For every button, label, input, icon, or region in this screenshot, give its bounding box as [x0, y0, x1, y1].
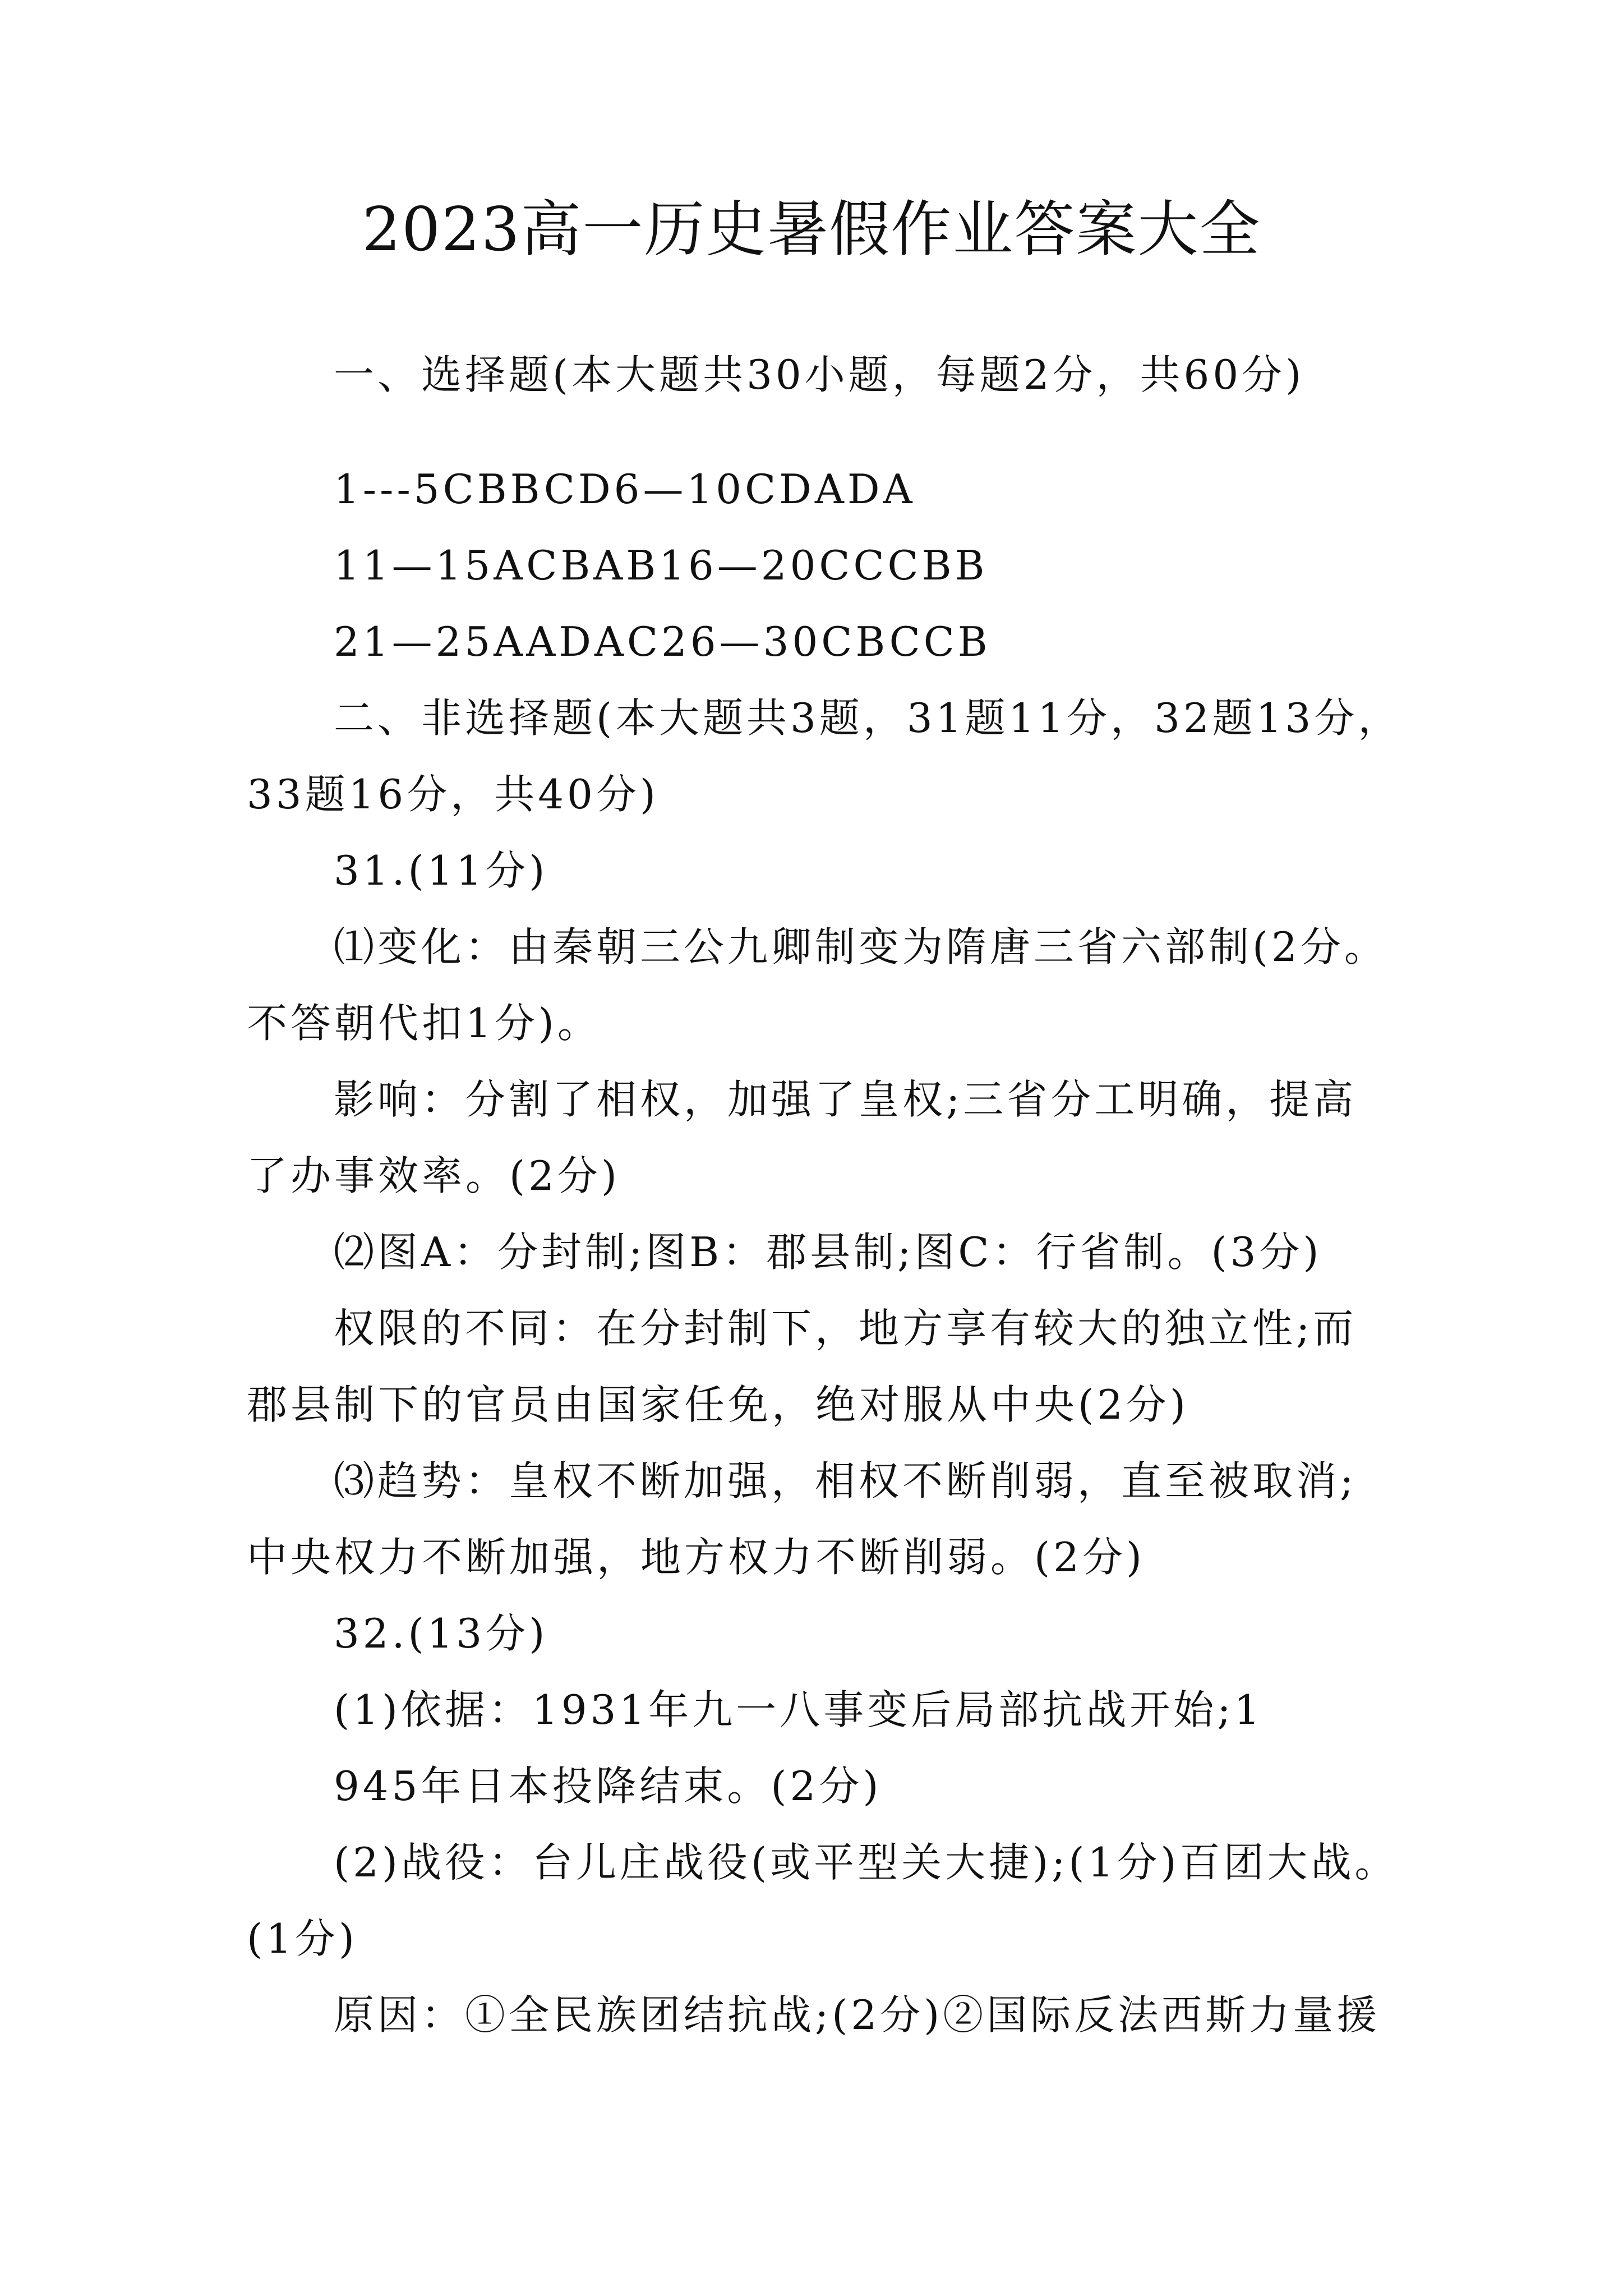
q31-part2-authority: 权限的不同：在分封制下，地方享有较大的独立性;而 — [334, 1305, 1357, 1352]
q31-part1-impact: 影响：分割了相权，加强了皇权;三省分工明确，提高 — [334, 1076, 1357, 1123]
q31-part1-impact-cont: 了办事效率。(2分) — [247, 1152, 620, 1199]
q31-part1-change: ⑴变化：由秦朝三公九卿制变为隋唐三省六部制(2分。 — [334, 923, 1388, 970]
q31-part3-trend-cont: 中央权力不断加强，地方权力不断削弱。(2分) — [247, 1534, 1145, 1581]
q32-part1-basis: (1)依据：1931年九一八事变后局部抗战开始;1 — [334, 1686, 1264, 1733]
document-title: 2023高一历史暑假作业答案大全 — [362, 195, 1261, 265]
q32-reasons: 原因：①全民族团结抗战;(2分)②国际反法西斯力量援 — [334, 1991, 1381, 2039]
q32-part2-battles-cont: (1分) — [247, 1915, 358, 1962]
q31-part1-change-cont: 不答朝代扣1分)。 — [247, 1000, 601, 1047]
q31-part2-figures: ⑵图A：分封制;图B：郡县制;图C：行省制。(3分) — [334, 1228, 1322, 1276]
q31-part2-authority-cont: 郡县制下的官员由国家任免，绝对服从中央(2分) — [247, 1381, 1189, 1428]
q32-part2-battles: (2)战役：台儿庄战役(或平型关大捷);(1分)百团大战。 — [334, 1839, 1399, 1886]
section-two-heading: 二、非选择题(本大题共3题，31题11分，32题13分， — [334, 694, 1402, 742]
question-31-heading: 31.(11分) — [334, 847, 548, 894]
q31-part3-trend: ⑶趋势：皇权不断加强，相权不断削弱，直至被取消; — [334, 1457, 1357, 1504]
question-32-heading: 32.(13分) — [334, 1610, 548, 1657]
section-two-heading-cont: 33题16分，共40分) — [247, 771, 659, 818]
section-one-heading: 一、选择题(本大题共30小题，每题2分，共60分) — [334, 351, 1305, 398]
answer-line-1-10: 1---5CBBCD6—10CDADA — [334, 466, 916, 513]
answer-line-21-30: 21—25AADAC26—30CBCCB — [334, 618, 991, 665]
answer-line-11-20: 11—15ACBAB16—20CCCBB — [334, 542, 988, 589]
q32-part1-basis-cont: 945年日本投降结束。(2分) — [334, 1763, 882, 1810]
